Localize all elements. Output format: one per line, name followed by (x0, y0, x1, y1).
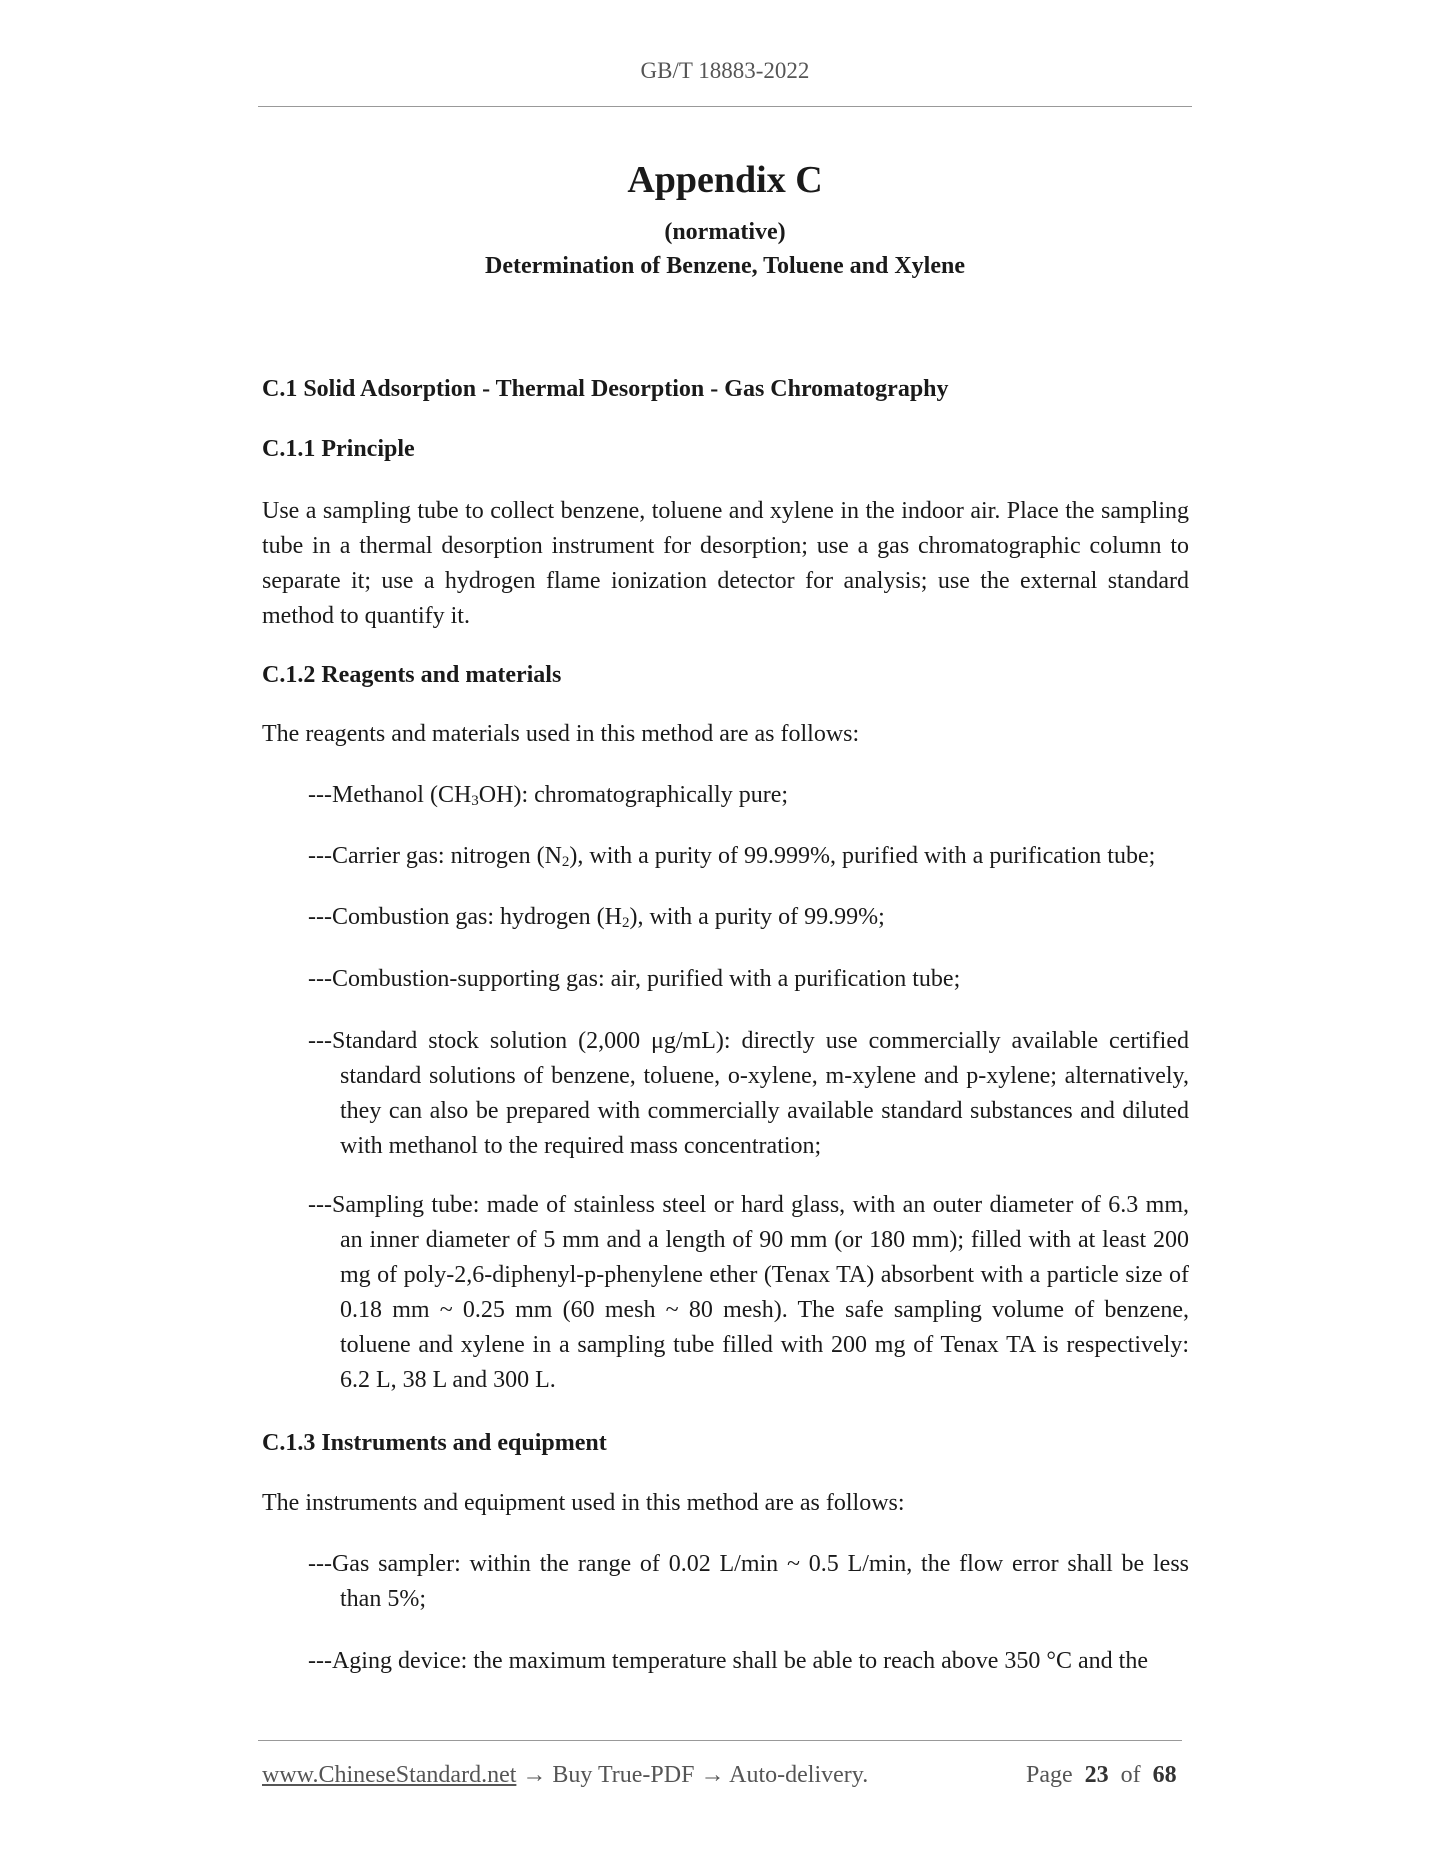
header-divider (258, 106, 1192, 107)
current-page: 23 (1084, 1762, 1109, 1788)
appendix-title: Appendix C (627, 159, 823, 201)
footer-links (262, 1762, 868, 1789)
instrument-aging-device: ---Aging device: the maximum temperature shall be able to reach above 350 °C and the (308, 1648, 1148, 1674)
section-c1-2-heading: C.1.2 Reagents and materials (262, 662, 562, 688)
subscript: 2 (621, 915, 630, 931)
principle-paragraph: Use a sampling tube to collect benzene, toluene and xylene in the indoor air. Place the sampling tube in a thermal desorption instrument for desorption; use a gas chromatographic column to separate it; use a hydrogen flame ionization detector for analysis; use the external standard method to quantify it. (262, 498, 1189, 629)
subscript: 2 (561, 854, 570, 870)
reagent-text: ), with a purity of 99.999%, purified with a purification tube; (569, 843, 1156, 869)
appendix-subtitle: Determination of Benzene, Toluene and Xylene (485, 253, 965, 279)
section-c1-1-heading: C.1.1 Principle (262, 436, 415, 462)
reagent-stock-solution: ---Standard stock solution (2,000 μg/mL): directly use commercially available certified standard solutions of benzene, toluene, o-xylene, m-xylene and p-xylene; alternatively, they can also be prepared with commercially available standard substances and diluted with methanol to the required mass concentration; (308, 1028, 1189, 1159)
reagent-text: ---Carrier gas: nitrogen (N (308, 843, 562, 869)
subscript: 3 (471, 793, 479, 809)
footer-text: → Auto-delivery. (700, 1762, 869, 1788)
footer-divider (258, 1740, 1182, 1741)
reagent-text: OH): chromatographically pure; (478, 782, 789, 808)
page-header: GB/T 18883-2022 (640, 58, 810, 83)
total-pages: 68 (1152, 1762, 1177, 1788)
reagent-sampling-tube: ---Sampling tube: made of stainless steel or hard glass, with an outer diameter of 6.3 mm, an inner diameter of 5 mm and a length of 90 mm (or 180 mm); filled with at least 200 mg of poly-2,6-diphenyl-p-phenylene ether (Tenax TA) absorbent with a particle size of 0.18 mm ~ 0.25 mm (60 mesh ~ 80 mesh). The safe sampling volume of benzene, toluene and xylene in a sampling tube filled with 200 mg of Tenax TA is respectively: 6.2 L, 38 L and 300 L. (308, 1192, 1189, 1393)
normative-label: (normative) (664, 219, 786, 245)
reagent-text: ---Methanol (CH (308, 782, 472, 808)
section-c1-heading: C.1 Solid Adsorption - Thermal Desorption - Gas Chromatography (262, 376, 949, 402)
reagent-carrier-gas (308, 839, 1189, 874)
footer-text: → Buy True-PDF (516, 1762, 701, 1788)
website-link[interactable]: www.ChineseStandard.net (262, 1762, 517, 1788)
reagent-text: ), with a purity of 99.99%; (629, 904, 885, 930)
instrument-gas-sampler: ---Gas sampler: within the range of 0.02 L/min ~ 0.5 L/min, the flow error shall be less than 5%; (308, 1551, 1189, 1612)
page-label: Page (1026, 1762, 1073, 1788)
reagent-supporting-gas: ---Combustion-supporting gas: air, purified with a purification tube; (308, 966, 961, 992)
section-c1-3-heading: C.1.3 Instruments and equipment (262, 1430, 607, 1456)
of-label: of (1120, 1762, 1141, 1788)
page-number (1026, 1762, 1177, 1789)
reagent-methanol (308, 778, 1189, 813)
reagents-intro: The reagents and materials used in this method are as follows: (262, 721, 860, 747)
instruments-intro: The instruments and equipment used in this method are as follows: (262, 1490, 905, 1516)
reagent-combustion-gas (308, 900, 1189, 935)
reagent-text: ---Combustion gas: hydrogen (H (308, 904, 622, 930)
